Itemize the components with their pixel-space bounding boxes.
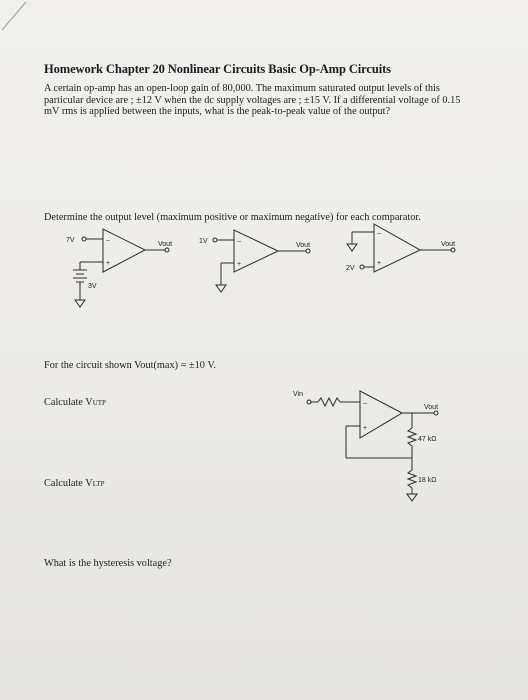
resistor-18k — [408, 470, 416, 488]
comparator-2-plus: + — [237, 261, 242, 268]
ground-symbol-3 — [347, 244, 357, 251]
ground-symbol-1 — [75, 300, 85, 307]
corner-mark — [2, 2, 26, 30]
battery-label: 3V — [88, 283, 97, 290]
comparator-3 — [346, 224, 455, 272]
resistor-47k — [408, 428, 416, 446]
calculate-utp-label: Calculate VUTP — [44, 397, 106, 408]
schmitt-input-label: Vin — [293, 391, 303, 398]
resistor-18k-label: 18 kΩ — [418, 477, 437, 484]
input-resistor — [318, 398, 340, 406]
ground-symbol-4 — [407, 494, 417, 501]
comparator-3-input-label: 2V — [346, 265, 355, 272]
hysteresis-question: What is the hysteresis voltage? — [44, 558, 172, 569]
comparator-2-minus: − — [237, 239, 242, 246]
comparator-2-output-label: Vout — [296, 242, 311, 249]
comparator-2-input-label: 1V — [199, 238, 208, 245]
comparator-3-output-label: Vout — [441, 241, 456, 248]
problem-1-text: A certain op-amp has an open-loop gain of 80,000. The maximum saturated output levels of this particular device are ; ±12 V when the dc supply voltages are ; ±15 V. If a differential voltage of 0.15 mV rms is applied between the inputs, what is the peak-to-peak value of the output? — [44, 83, 461, 117]
schmitt-trigger-circuit — [293, 391, 438, 501]
ground-symbol-2 — [216, 285, 226, 292]
comparator-3-minus: − — [377, 231, 382, 238]
comparator-1-output-label: Vout — [158, 241, 173, 248]
resistor-47k-label: 47 kΩ — [418, 436, 437, 443]
comparator-1-input-label: 7V — [66, 237, 75, 244]
schmitt-minus: − — [363, 401, 368, 408]
page-title: Homework Chapter 20 Nonlinear Circuits Basic Op-Amp Circuits — [44, 62, 391, 76]
problem-2-text: Determine the output level (maximum positive or maximum negative) for each comparator. — [44, 212, 421, 223]
schmitt-plus: + — [363, 425, 368, 432]
calculate-ltp-label: Calculate VLTP — [44, 478, 105, 489]
schmitt-output-label: Vout — [424, 404, 439, 411]
comparator-2 — [199, 230, 310, 292]
comparator-3-plus: + — [377, 260, 382, 267]
comparator-1 — [66, 229, 172, 307]
problem-3-intro: For the circuit shown Vout(max) = ±10 V. — [44, 360, 217, 371]
comparator-1-plus: + — [106, 260, 111, 267]
comparator-1-minus: − — [106, 238, 111, 245]
